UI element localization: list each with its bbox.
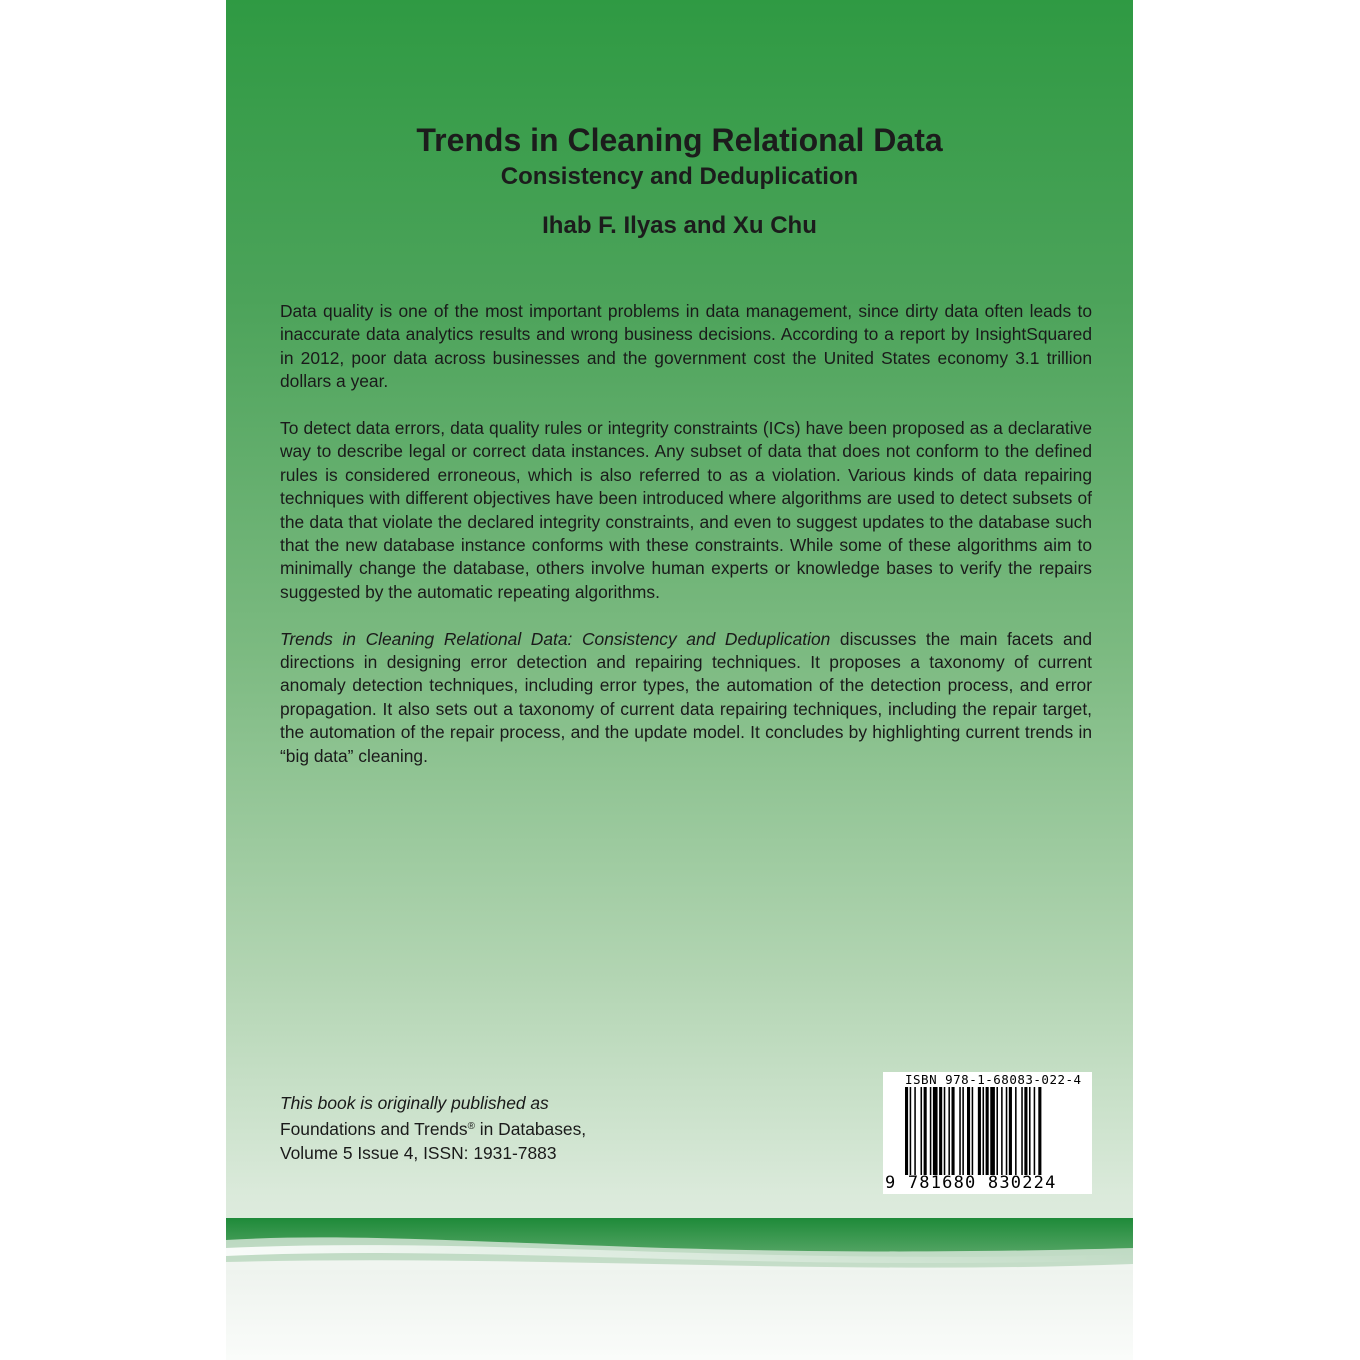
isbn-barcode [883, 1072, 1092, 1194]
publication-note-line-1: This book is originally published as [280, 1093, 549, 1113]
series-name: Foundations and Trends [280, 1119, 468, 1140]
decorative-swoosh [226, 1218, 1133, 1272]
barcode-digits: 9 781680 830224 [885, 1173, 1057, 1193]
description-paragraph-2: To detect data errors, data quality rules or integrity constraints (ICs) have been proposed as a declarative way to describe legal or correct data instances. Any subset of data that does not conform to the defined rules is considered erroneous, which is also referred to as a violation. Various kinds of data repairing techniques with different objectives have been introduced where algorithms are used to detect subsets of the data that violate the declared integrity constraints, and even to suggest updates to the database such that the new database instance conforms with these constraints. While some of these algorithms aim to minimally change the database, others involve human experts or knowledge bases to verify the repairs suggested by the automatic repeating algorithms. [280, 418, 1092, 602]
publication-note-line-3: Volume 5 Issue 4, ISSN: 1931-7883 [280, 1142, 557, 1163]
barcode-bars-icon [905, 1087, 1087, 1175]
description-paragraph-3 [280, 628, 1092, 768]
publication-note-line-2 [280, 1115, 586, 1141]
cover-bottom-band [226, 1270, 1133, 1360]
book-authors: Ihab F. Ilyas and Xu Chu [542, 212, 817, 239]
publication-note [280, 1092, 586, 1165]
description-book-title: Trends in Cleaning Relational Data: Consistency and Deduplication [280, 628, 831, 649]
back-cover [226, 0, 1133, 1360]
series-field: in Databases, [474, 1119, 587, 1140]
title-block [226, 118, 1133, 192]
description-paragraph-3-text: discusses the main facets and directions in designing error detection and repairing techniques. It proposes a taxonomy of current anomaly detection techniques, including error types, the automation of the detection process, and error propagation. It also sets out a taxonomy of current data repairing techniques, including the repair target, the automation of the repair process, and the update model. It concludes by highlighting current trends in “big data” cleaning. [280, 628, 1092, 766]
book-title: Trends in Cleaning Relational Data [416, 122, 943, 158]
description [280, 300, 1092, 791]
isbn-label: ISBN 978-1-68083-022-4 [905, 1072, 1082, 1087]
registered-mark: ® [467, 1121, 475, 1133]
description-paragraph-1: Data quality is one of the most important problems in data management, since dirty data often leads to inaccurate data analytics results and wrong business decisions. According to a report by InsightSquared in 2012, poor data across businesses and the government cost the United States economy 3.1 trillion dollars a year. [280, 301, 1092, 392]
book-subtitle: Consistency and Deduplication [500, 163, 859, 190]
